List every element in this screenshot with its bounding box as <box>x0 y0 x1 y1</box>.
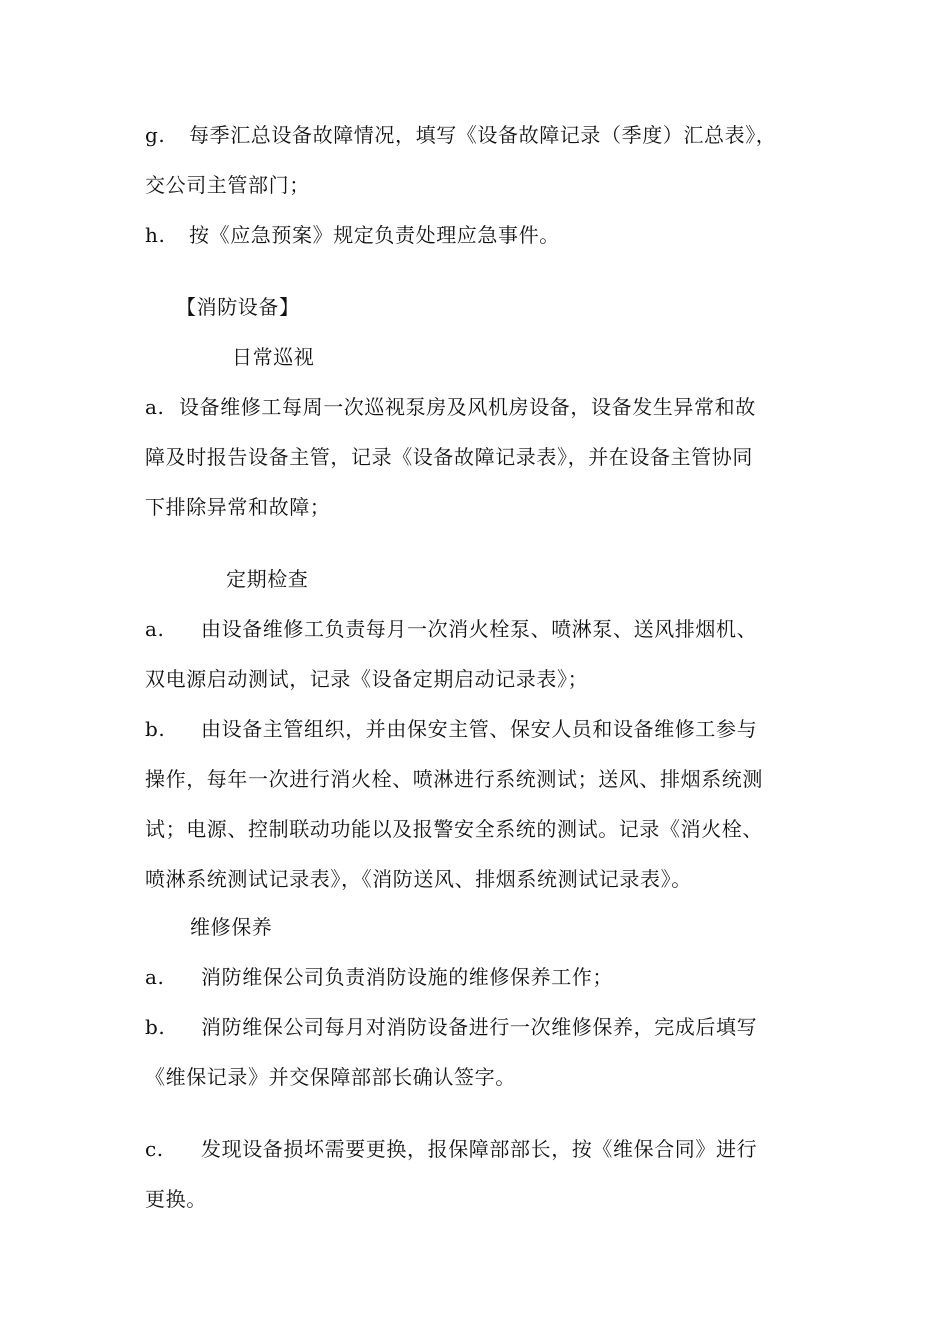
periodic-b-line-4: 喷淋系统测试记录表》，《消防送风、排烟系统测试记录表》。 <box>145 867 692 891</box>
maintenance-b-text-1: 消防维保公司每月对消防设备进行一次维修保养，完成后填写 <box>201 1015 758 1039</box>
maintenance-a-marker: a. <box>145 965 165 989</box>
periodic-a-marker: a. <box>145 617 165 641</box>
daily-heading: 日常巡视 <box>232 345 315 369</box>
periodic-b-line-1 <box>145 714 757 744</box>
item-g-line-1 <box>145 120 776 150</box>
maintenance-c-text-1: 发现设备损坏需要更换，报保障部部长，按《维保合同》进行 <box>201 1137 758 1161</box>
maintenance-b-marker: b. <box>145 1015 166 1039</box>
periodic-b-line-2: 操作，每年一次进行消火栓、喷淋进行系统测试；送风、排烟系统测 <box>145 767 763 791</box>
maintenance-c-marker: c. <box>145 1137 164 1161</box>
periodic-heading: 定期检查 <box>226 567 309 591</box>
daily-a-line-3: 下排除异常和故障； <box>145 495 331 519</box>
maintenance-heading: 维修保养 <box>190 915 273 939</box>
item-g-line-2: 交公司主管部门； <box>145 173 310 197</box>
periodic-a-line-1 <box>145 614 757 644</box>
maintenance-b-line-2: 《维保记录》并交保障部部长确认签字。 <box>145 1065 516 1089</box>
maintenance-c-line-1 <box>145 1134 757 1164</box>
periodic-b-marker: b. <box>145 717 166 741</box>
maintenance-c-line-2: 更换。 <box>145 1187 207 1211</box>
daily-a-line-1 <box>145 392 756 422</box>
item-g-text-1: 每季汇总设备故障情况，填写《设备故障记录（季度）汇总表》， <box>189 123 777 147</box>
daily-a-marker: a. <box>145 395 165 419</box>
daily-a-text-1: 设备维修工每周一次巡视泵房及风机房设备，设备发生异常和故 <box>179 395 756 419</box>
item-h-marker: h. <box>145 223 166 247</box>
maintenance-a-text-1: 消防维保公司负责消防设施的维修保养工作； <box>201 965 613 989</box>
item-g-marker: g. <box>145 123 166 147</box>
section-title: 【消防设备】 <box>176 295 300 319</box>
item-h-text-1: 按《应急预案》规定负责处理应急事件。 <box>189 223 560 247</box>
maintenance-a-line-1 <box>145 962 613 992</box>
periodic-a-line-2: 双电源启动测试，记录《设备定期启动记录表》； <box>145 667 589 691</box>
periodic-a-text-1: 由设备维修工负责每月一次消火栓泵、喷淋泵、送风排烟机、 <box>201 617 758 641</box>
daily-a-line-2: 障及时报告设备主管，记录《设备故障记录表》，并在设备主管协同 <box>145 445 753 469</box>
periodic-b-text-1: 由设备主管组织，并由保安主管、保安人员和设备维修工参与 <box>201 717 758 741</box>
item-h-line-1 <box>145 220 560 250</box>
periodic-b-line-3: 试；电源、控制联动功能以及报警安全系统的测试。记录《消火栓、 <box>145 817 763 841</box>
maintenance-b-line-1 <box>145 1012 757 1042</box>
